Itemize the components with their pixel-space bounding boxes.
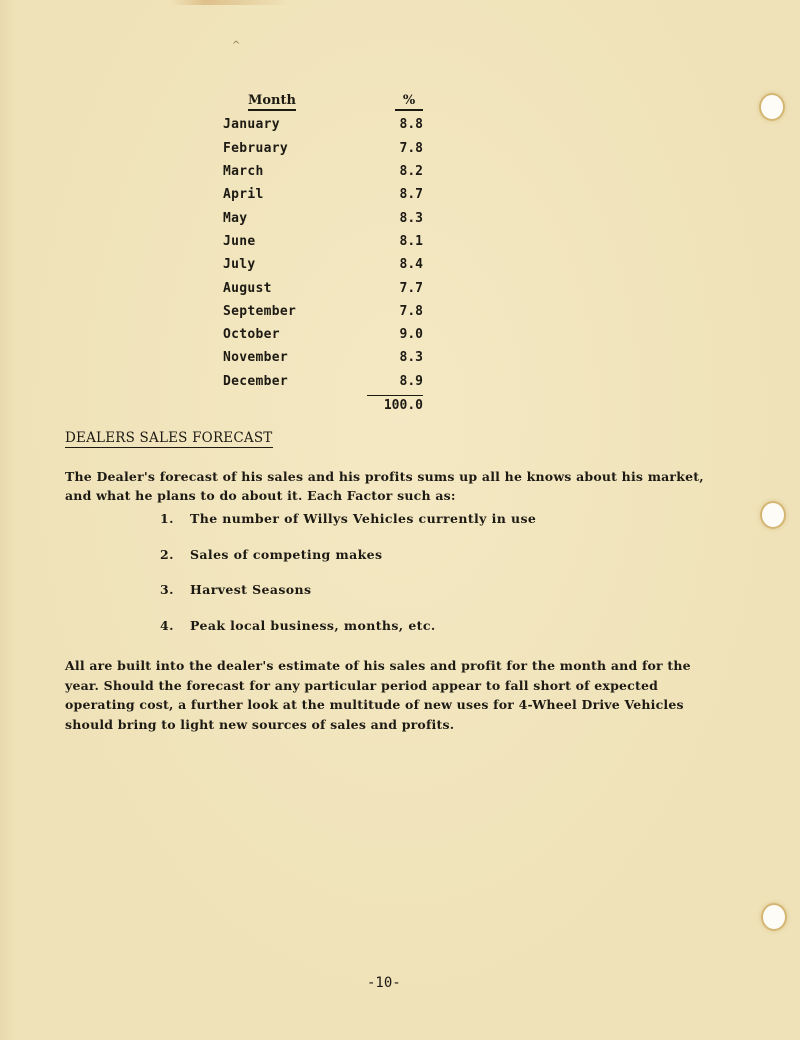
month-cell: November bbox=[223, 350, 289, 366]
header-month: Month bbox=[248, 93, 296, 111]
month-cell: June bbox=[223, 233, 256, 249]
conclusion-paragraph: All are built into the dealer's estimate of his sales and profit for the month and for the year. Should the forecast for any particular period appear to fall short of expected operating cost, a further look at the multitude of new uses for 4-Wheel Drive Vehicles should bring to light new sources of sales and profits. bbox=[65, 658, 691, 732]
percent-cell: 8.9 bbox=[399, 373, 423, 389]
percent-cell: 7.8 bbox=[399, 303, 423, 319]
punch-hole bbox=[763, 905, 785, 929]
table-row bbox=[223, 346, 423, 369]
percent-cell: 7.8 bbox=[399, 140, 423, 156]
table-row bbox=[223, 206, 423, 229]
page-number: -10- bbox=[367, 975, 401, 991]
month-cell: August bbox=[223, 280, 272, 296]
month-cell: October bbox=[223, 327, 280, 343]
table-row bbox=[223, 323, 423, 346]
factor-item bbox=[160, 618, 536, 654]
table-row bbox=[223, 230, 423, 253]
factor-text: The number of Willys Vehicles currently in use bbox=[190, 511, 537, 526]
section-heading: DEALERS SALES FORECAST bbox=[65, 430, 273, 446]
factor-list bbox=[160, 511, 536, 653]
percent-cell: 9.0 bbox=[399, 327, 423, 343]
month-cell: April bbox=[223, 187, 264, 203]
factor-item bbox=[160, 511, 536, 547]
factor-text: Sales of competing makes bbox=[190, 546, 383, 562]
factor-item bbox=[160, 582, 536, 618]
table-row bbox=[223, 300, 423, 323]
percent-cell: 8.1 bbox=[399, 233, 423, 249]
table-row bbox=[223, 253, 423, 276]
intro-paragraph: The Dealer's forecast of his sales and his profits sums up all he knows about his market, and what he plans to do about it. Each Factor such as: bbox=[65, 469, 704, 503]
total-row bbox=[223, 393, 423, 415]
table-body bbox=[223, 113, 423, 393]
table-row bbox=[223, 370, 423, 393]
month-cell: May bbox=[223, 210, 248, 226]
percent-cell: 8.4 bbox=[399, 257, 423, 273]
table-header-row bbox=[223, 90, 423, 113]
factor-number: 4. bbox=[160, 617, 174, 633]
total-value: 100.0 bbox=[367, 395, 423, 413]
percent-cell: 8.3 bbox=[399, 350, 423, 366]
month-cell: February bbox=[223, 140, 289, 156]
table-row bbox=[223, 183, 423, 206]
percent-cell: 7.7 bbox=[399, 280, 423, 296]
punch-hole bbox=[761, 95, 783, 119]
percent-cell: 8.8 bbox=[399, 117, 423, 133]
factor-item bbox=[160, 547, 536, 583]
factor-text: Harvest Seasons bbox=[190, 582, 312, 597]
table-row bbox=[223, 137, 423, 160]
percent-cell: 8.3 bbox=[399, 210, 423, 226]
factor-number: 1. bbox=[160, 511, 174, 526]
factor-text: Peak local business, months, etc. bbox=[190, 617, 436, 633]
percent-cell: 8.7 bbox=[399, 187, 423, 203]
month-cell: September bbox=[223, 303, 297, 319]
punch-hole bbox=[762, 503, 784, 527]
header-percent: % bbox=[395, 93, 423, 111]
month-cell: July bbox=[223, 257, 256, 273]
table-row bbox=[223, 113, 423, 136]
month-cell: December bbox=[223, 373, 289, 389]
table-row bbox=[223, 160, 423, 183]
factor-number: 3. bbox=[160, 582, 174, 597]
percent-cell: 8.2 bbox=[399, 164, 423, 180]
factor-number: 2. bbox=[160, 546, 174, 562]
month-cell: January bbox=[223, 117, 280, 133]
monthly-percent-table bbox=[223, 90, 423, 415]
paper-stain bbox=[170, 0, 290, 5]
table-row bbox=[223, 276, 423, 299]
caret-mark: ^ bbox=[232, 40, 241, 51]
month-cell: March bbox=[223, 164, 264, 180]
